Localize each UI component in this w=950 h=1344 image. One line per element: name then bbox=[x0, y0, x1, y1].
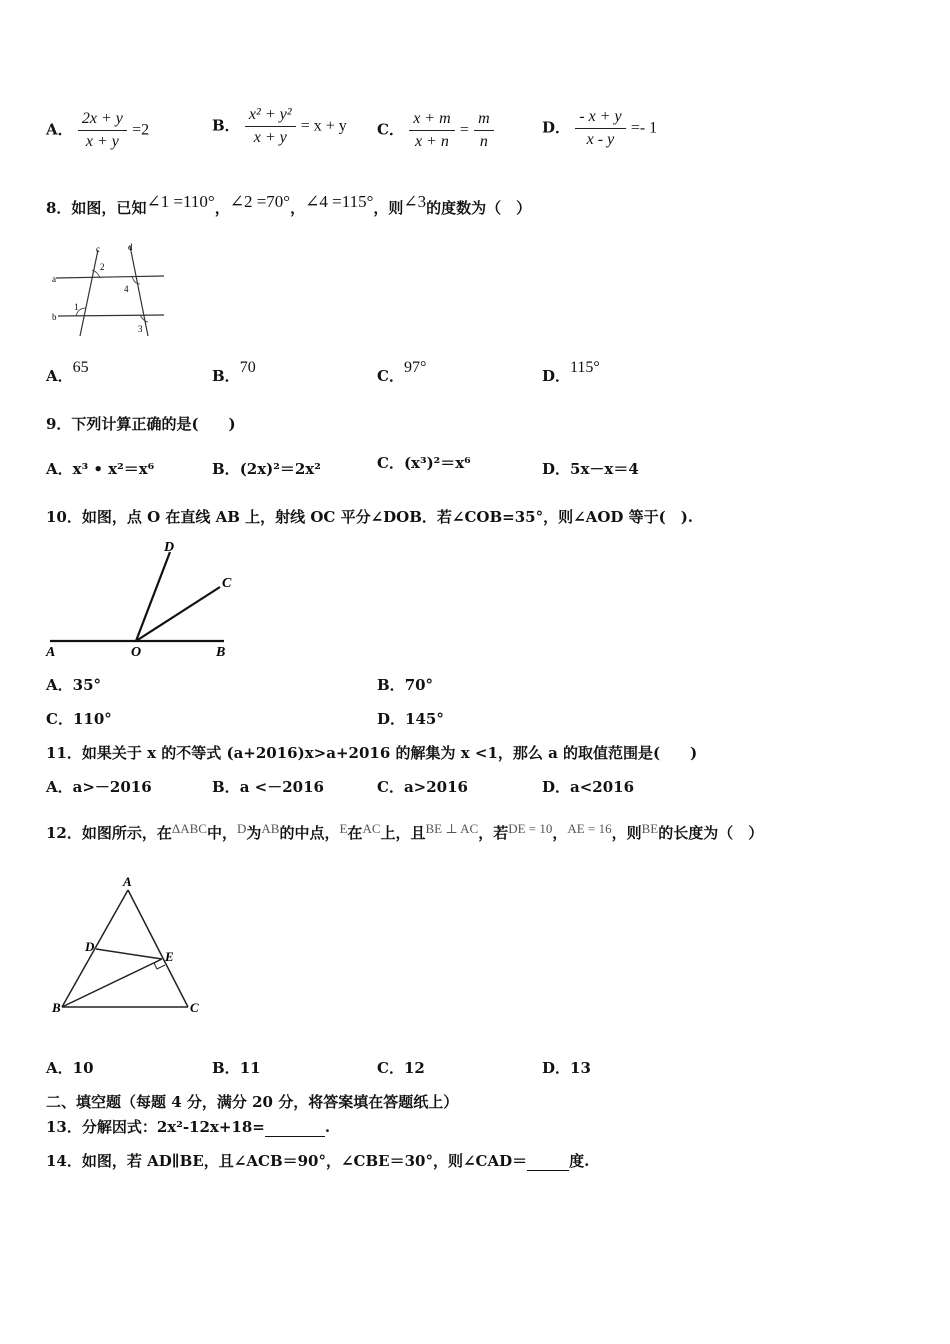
line-b bbox=[58, 315, 164, 316]
label-D: D bbox=[85, 939, 95, 954]
fraction: $\frac{- x + y}{x - y}$ bbox=[575, 108, 625, 149]
q11-option-c: C．a>2016 bbox=[377, 778, 468, 796]
segment-de bbox=[96, 949, 162, 959]
q12-option-c: C．12 bbox=[377, 1059, 425, 1077]
fraction-rhs: $\frac{m}{n}$ bbox=[474, 110, 494, 151]
side-ab bbox=[62, 890, 128, 1007]
q11-stem: 11．如果关于 x 的不等式 (a+2016)x>a+2016 的解集为 x <1，那么 a 的取值范围是( ) bbox=[46, 744, 698, 762]
side-ac bbox=[128, 890, 188, 1007]
q9-option-c: C．(x³)²＝x⁶ bbox=[377, 454, 471, 472]
q7-option-c: C． $\frac{x + m}{x + n}$ = $\frac{m}{n}$ bbox=[377, 110, 494, 151]
q9-option-a: A．x³ • x²＝x⁶ bbox=[46, 460, 155, 478]
q10-option-b: B．70° bbox=[377, 676, 434, 694]
q8-figure bbox=[52, 240, 172, 340]
fraction: $\frac{\text{x² + y²}}{x + y}$ bbox=[245, 106, 296, 147]
q13-stem: 13．分解因式：2x²-12x+18= . bbox=[46, 1118, 331, 1136]
label-c: c bbox=[96, 244, 100, 254]
label-D: D bbox=[164, 540, 175, 555]
q11-option-d: D．a<2016 bbox=[542, 778, 635, 796]
q7-option-b: B． $\frac{\text{x² + y²}}{x + y}$ = x + y bbox=[212, 106, 347, 146]
q10-option-c: C．110° bbox=[46, 710, 112, 728]
segment-be bbox=[62, 959, 162, 1007]
ray-oc bbox=[136, 587, 220, 641]
q9-option-b: B．(2x)²＝2x² bbox=[212, 460, 321, 478]
option-label: A． bbox=[46, 120, 73, 139]
label-A: A bbox=[46, 645, 56, 660]
label-a: a bbox=[52, 274, 56, 284]
right-angle-mark bbox=[154, 963, 165, 969]
ray-od bbox=[136, 552, 170, 641]
q10-figure bbox=[44, 538, 244, 660]
label-d: d bbox=[128, 242, 133, 252]
label-C: C bbox=[190, 1000, 199, 1015]
line-c bbox=[80, 250, 98, 336]
q12-option-d: D．13 bbox=[542, 1059, 591, 1077]
q12-option-a: A．10 bbox=[46, 1059, 94, 1077]
q8-option-c: C．97° bbox=[377, 359, 427, 385]
q8-stem: 8．如图，已知∠1 =110°，∠2 =70°，∠4 =115°，则∠3的度数为（ ） bbox=[46, 192, 532, 217]
section-2-heading: 二、填空题（每题 4 分，满分 20 分，将答案填在答题纸上） bbox=[46, 1093, 459, 1111]
q10-option-a: A．35° bbox=[46, 676, 102, 694]
q8-option-a: A．65 bbox=[46, 359, 89, 385]
option-label: B． bbox=[212, 116, 240, 135]
line-a bbox=[56, 276, 164, 278]
label-1: 1 bbox=[74, 302, 79, 312]
q7-option-a: A． $\frac{2x + y}{x + y}$ =2 bbox=[46, 110, 150, 150]
q11-option-a: A．a>－2016 bbox=[46, 778, 152, 796]
q13-answer-blank[interactable] bbox=[265, 1118, 325, 1137]
q8-option-b: B．70 bbox=[212, 359, 256, 385]
label-C: C bbox=[222, 576, 232, 591]
option-label: D． bbox=[542, 118, 571, 137]
q9-option-d: D．5x－x＝4 bbox=[542, 460, 639, 478]
q10-option-d: D．145° bbox=[377, 710, 444, 728]
q7-option-d: D． $\frac{- x + y}{x - y}$ =- 1 bbox=[542, 108, 658, 148]
q12-figure bbox=[50, 872, 210, 1022]
line-d bbox=[130, 246, 148, 336]
q14-stem: 14．如图，若 AD∥BE，且∠ACB＝90°，∠CBE＝30°，则∠CAD＝ 度. bbox=[46, 1152, 590, 1170]
label-B: B bbox=[52, 1000, 61, 1015]
label-A: A bbox=[123, 874, 132, 889]
label-4: 4 bbox=[124, 284, 129, 294]
label-E: E bbox=[165, 949, 174, 964]
fraction: $\frac{x + m}{x + n}$ bbox=[409, 110, 454, 151]
q8-option-d: D．115° bbox=[542, 359, 600, 385]
option-label: C． bbox=[377, 120, 404, 139]
q14-answer-blank[interactable] bbox=[527, 1152, 569, 1171]
label-B: B bbox=[216, 645, 226, 660]
q11-option-b: B．a <－2016 bbox=[212, 778, 324, 796]
label-O: O bbox=[131, 645, 142, 660]
q12-option-b: B．11 bbox=[212, 1059, 261, 1077]
label-3: 3 bbox=[138, 324, 143, 334]
fraction: $\frac{2x + y}{x + y}$ bbox=[78, 110, 127, 151]
q12-stem: 12．如图所示，在ΔABC中，D为AB的中点，E在AC上，且BE ⊥ AC，若DE = 10，AE = 16，则BE的长度为（ ） bbox=[46, 821, 764, 842]
label-b: b bbox=[52, 312, 57, 322]
q9-stem: 9．下列计算正确的是( ) bbox=[46, 415, 236, 433]
q10-stem: 10．如图，点 O 在直线 AB 上，射线 OC 平分∠DOB．若∠COB=35°，则∠AOD 等于( ). bbox=[46, 508, 694, 526]
label-2: 2 bbox=[100, 262, 105, 272]
